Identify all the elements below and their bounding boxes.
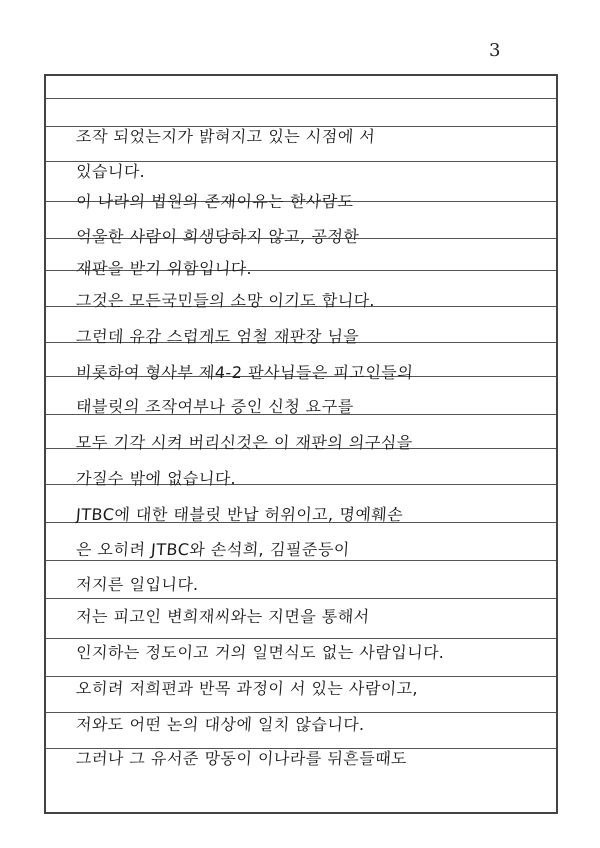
handwritten-line: 은 오히려 JTBC와 손석희, 김필준등이 [75,540,351,559]
ruled-sheet [44,74,558,814]
handwritten-line: 저와도 어떤 논의 대상에 일치 않습니다. [75,715,366,734]
handwritten-line: 태블릿의 조작여부나 증인 신청 요구를 [75,397,355,416]
ruled-line [46,638,556,639]
handwritten-line: 재판을 받기 위함입니다. [75,259,254,278]
handwritten-line: 저지른 일입니다. [75,575,200,594]
handwritten-line: 억울한 사람이 희생당하지 않고, 공정한 [75,227,360,246]
handwritten-line: 모두 기각 시켜 버리신것은 이 재판의 의구심을 [75,433,414,452]
handwritten-line: 가질수 밖에 없습니다. [75,469,238,488]
ruled-line [46,98,556,99]
handwritten-line: 그러나 그 유서준 망동이 이나라를 뒤흔들때도 [75,749,408,768]
handwritten-line: 있습니다. [75,162,147,181]
handwritten-line: 비롯하여 형사부 제4-2 판사님들은 피고인들의 [75,363,414,382]
handwritten-line: 이 나라의 법원의 존재이유는 한사람도 [75,192,355,211]
handwritten-line: JTBC에 대한 태블릿 반납 허위이고, 명예훼손 [75,505,404,524]
page-number: 3 [489,40,501,61]
ruled-line [46,598,556,599]
handwritten-line: 인지하는 정도이고 거의 일면식도 없는 사람입니다. [75,643,446,662]
handwritten-line: 오히려 저희편과 반목 과정이 서 있는 사람이고, [75,679,419,698]
handwritten-line: 그런데 유감 스럽게도 엄철 재판장 님을 [75,327,360,346]
handwritten-line: 조작 되었는지가 밝혀지고 있는 시점에 서 [75,127,376,146]
handwritten-line: 그것은 모든국민들의 소망 이기도 합니다. [75,291,376,310]
handwritten-line: 저는 피고인 변희재씨와는 지면을 통해서 [75,607,371,626]
